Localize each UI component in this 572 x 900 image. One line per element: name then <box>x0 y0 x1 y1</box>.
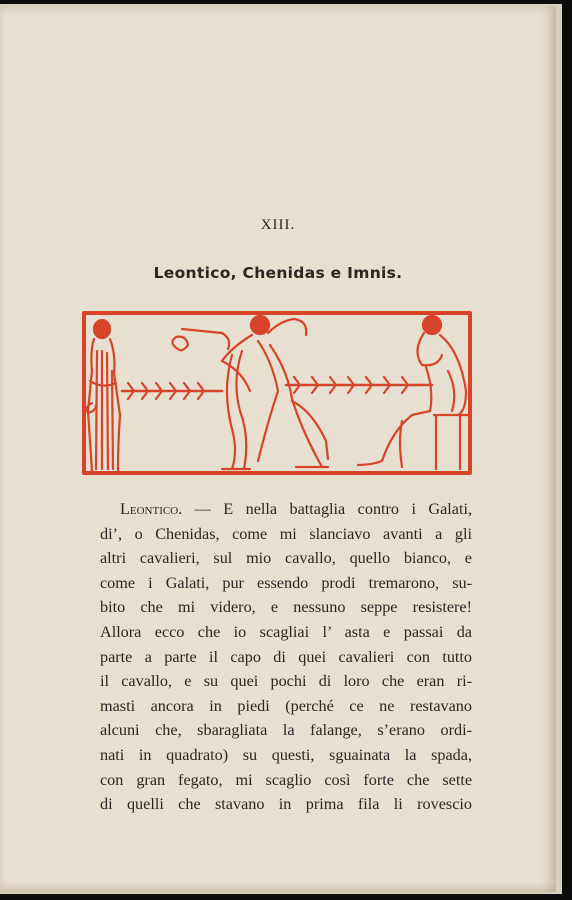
standing-figure-left <box>87 320 120 471</box>
text-line: Allora ecco che io scagliai l’ asta e passai da <box>100 622 472 641</box>
text-line: nati in quadrato) su questi, sguainata la spada, <box>100 745 472 764</box>
book-page <box>0 6 556 892</box>
text-line: bito che mi videro, e nessuno seppe resistere! <box>100 598 472 617</box>
chapter-title: Leontico, Chenidas e Imnis. <box>153 264 403 282</box>
garland-right <box>286 377 432 393</box>
body-text <box>100 497 472 817</box>
text-line: di quelli che stavano in prima fila li rovescio <box>100 795 472 814</box>
speaker-name: Leontico. <box>120 500 183 518</box>
dancing-figure <box>172 316 328 469</box>
chapter-number: XIII. <box>260 217 296 233</box>
garland-left <box>122 383 222 399</box>
text-line: come i Galati, pur essendo prodi tremarono, su- <box>100 573 472 592</box>
text-line: alcuni che, sbaragliata la falange, s’erano ordi- <box>100 721 472 740</box>
text-line: di’, o Chenidas, come mi slanciavo avanti a gli <box>100 524 472 543</box>
woodcut-illustration <box>82 311 472 475</box>
first-line-text: — E nella battaglia contro i Galati, <box>182 500 472 518</box>
text-line: parte a parte il capo di quei cavalieri con tutto <box>100 647 472 666</box>
seated-figure-right <box>358 316 470 469</box>
text-line: masti ancora in piedi (perché ce ne restavano <box>100 696 472 715</box>
text-line: con gran fegato, mi scaglio così forte che sette <box>100 770 472 789</box>
text-line: altri cavalieri, sul mio cavallo, quello bianco, e <box>100 549 472 568</box>
text-line: il cavallo, e su quei pochi di loro che eran ri- <box>100 672 472 691</box>
text-line-first <box>100 497 472 522</box>
